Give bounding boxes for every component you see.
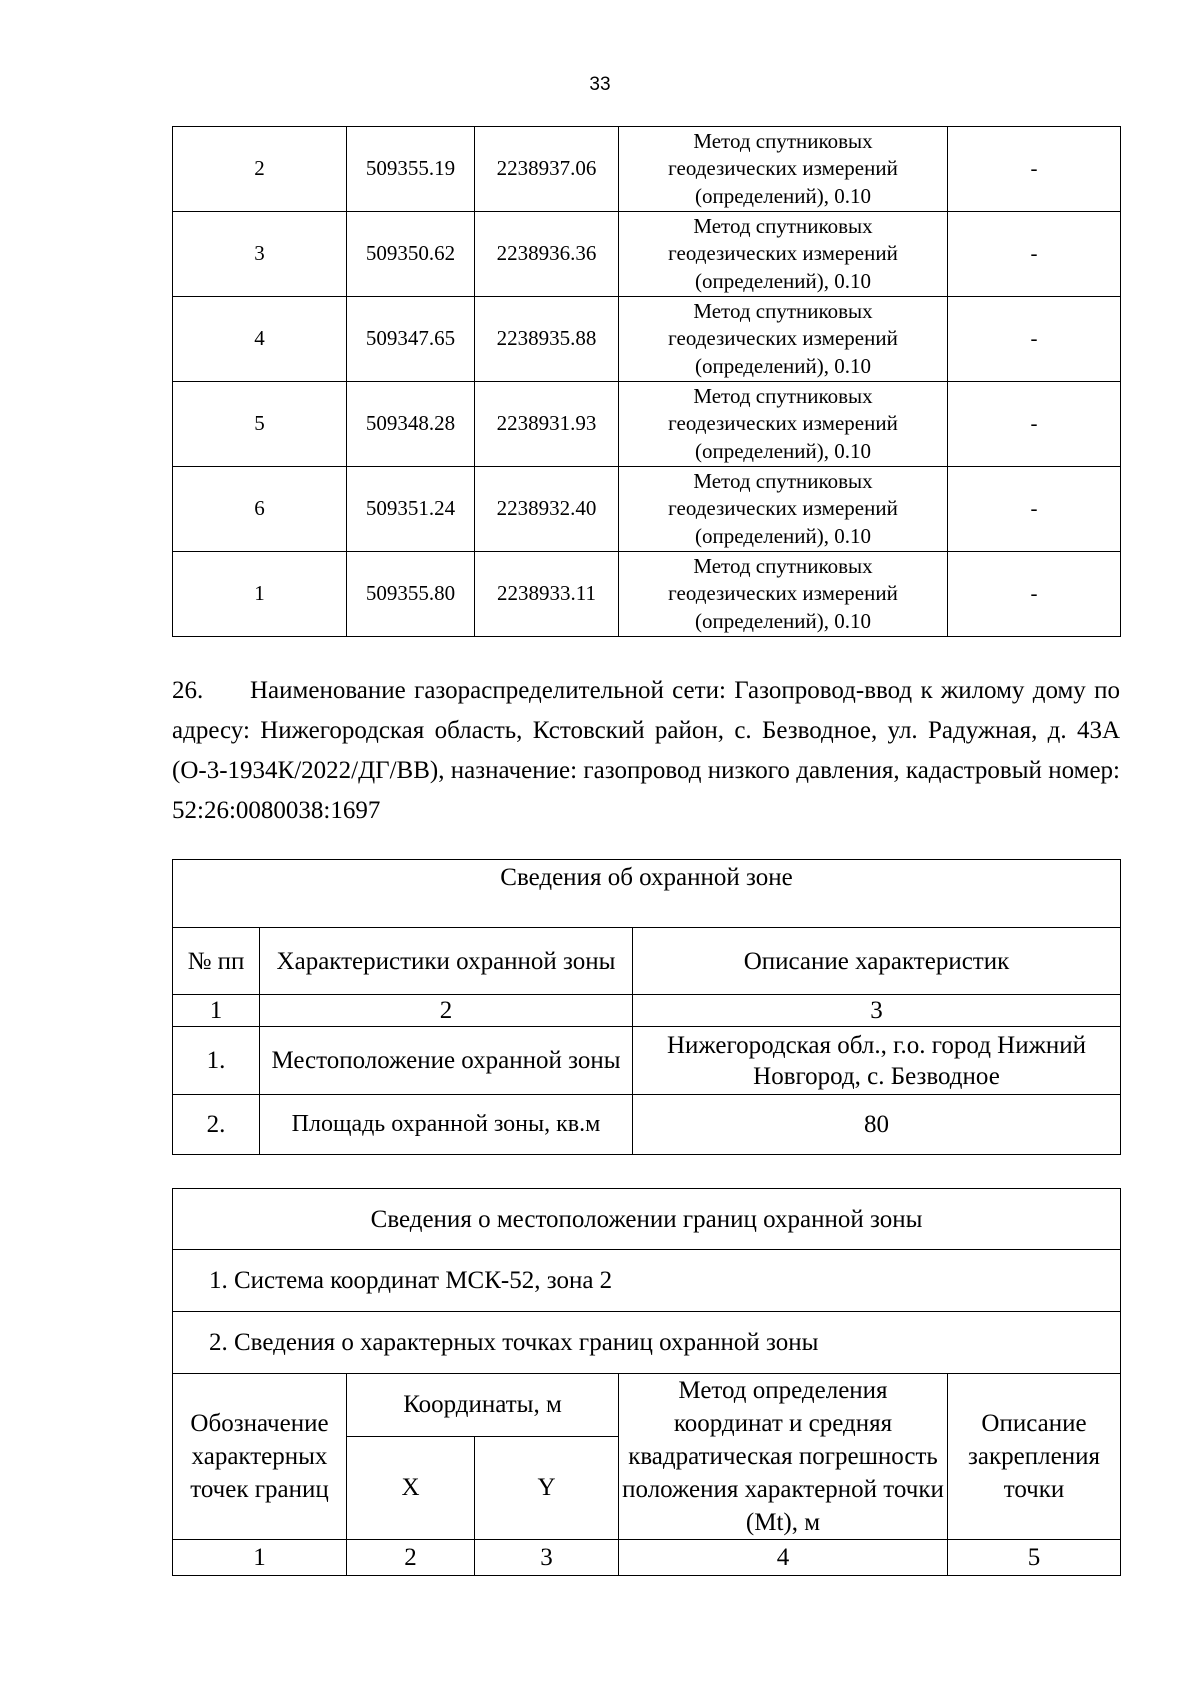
method-line: геодезических измерений bbox=[668, 326, 898, 351]
row-number: 1. bbox=[173, 1027, 260, 1095]
fixing-description: - bbox=[948, 212, 1121, 297]
header-description: Описание характеристик bbox=[633, 928, 1121, 995]
method-line: Метод спутниковых bbox=[693, 213, 873, 238]
point-label: 4 bbox=[173, 297, 347, 382]
protection-zone-table bbox=[172, 859, 1121, 1155]
point-label: 1 bbox=[173, 552, 347, 637]
zone-table-title: Сведения об охранной зоне bbox=[173, 860, 1121, 928]
point-label: 6 bbox=[173, 467, 347, 552]
method-line: (определений), 0.10 bbox=[694, 438, 872, 463]
column-index-cell: 2 bbox=[347, 1540, 475, 1576]
header-x: X bbox=[347, 1436, 475, 1539]
method-line: Метод спутниковых bbox=[693, 383, 873, 408]
column-index-cell: 1 bbox=[173, 1540, 347, 1576]
x-coordinate: 509355.19 bbox=[347, 127, 475, 212]
method-line: геодезических измерений bbox=[668, 581, 898, 606]
fixing-description: - bbox=[948, 552, 1121, 637]
zone-boundaries-table bbox=[172, 1188, 1121, 1576]
method-line: (определений), 0.10 bbox=[694, 353, 872, 378]
header-number: № пп bbox=[173, 928, 260, 995]
coordinate-system: 1. Система координат МСК-52, зона 2 bbox=[173, 1250, 1121, 1312]
method-line: геодезических измерений bbox=[668, 241, 898, 266]
method-line: (определений), 0.10 bbox=[694, 183, 872, 208]
point-label: 5 bbox=[173, 382, 347, 467]
table-row bbox=[173, 467, 1121, 552]
table-row bbox=[173, 382, 1121, 467]
column-index-cell: 1 bbox=[173, 995, 260, 1027]
row-characteristic: Площадь охранной зоны, кв.м bbox=[260, 1095, 633, 1155]
method-line: Метод спутниковых bbox=[693, 553, 873, 578]
column-index-cell: 3 bbox=[633, 995, 1121, 1027]
section-text: Наименование газораспределительной сети: Газопровод-ввод к жилому дому по адресу: Нижегородская область, Кстовский район, с. Безводное, ул. Радужная, д. 43А (О-3-1934К/2022/ДГ/ВВ), назначение: газопровод низкого давления, кадастровый номер: 52:26:0080038:1697 bbox=[172, 677, 1120, 824]
method-cell bbox=[619, 297, 948, 382]
header-coordinates: Координаты, м bbox=[347, 1374, 619, 1437]
header-y: Y bbox=[475, 1436, 619, 1539]
table-row bbox=[173, 1027, 1121, 1095]
y-coordinate: 2238935.88 bbox=[475, 297, 619, 382]
row-description: Нижегородская обл., г.о. город Нижний Новгород, с. Безводное bbox=[633, 1027, 1121, 1095]
method-line: (определений), 0.10 bbox=[694, 268, 872, 293]
points-heading: 2. Сведения о характерных точках границ охранной зоны bbox=[173, 1312, 1121, 1374]
table-row bbox=[173, 212, 1121, 297]
fixing-description: - bbox=[948, 127, 1121, 212]
fixing-description: - bbox=[948, 382, 1121, 467]
section-26-paragraph bbox=[172, 671, 1120, 831]
header-characteristics: Характеристики охранной зоны bbox=[260, 928, 633, 995]
method-cell bbox=[619, 127, 948, 212]
y-coordinate: 2238933.11 bbox=[475, 552, 619, 637]
point-label: 2 bbox=[173, 127, 347, 212]
table-row bbox=[173, 127, 1121, 212]
method-line: Метод спутниковых bbox=[693, 468, 873, 493]
column-index-cell: 3 bbox=[475, 1540, 619, 1576]
column-index-cell: 2 bbox=[260, 995, 633, 1027]
header-point-designation: Обозначение характерных точек границ bbox=[173, 1374, 347, 1540]
column-index-cell: 4 bbox=[619, 1540, 948, 1576]
header-method: Метод определения координат и средняя квадратическая погрешность положения характерной точки (Mt), м bbox=[619, 1374, 948, 1540]
column-index-cell: 5 bbox=[948, 1540, 1121, 1576]
y-coordinate: 2238937.06 bbox=[475, 127, 619, 212]
table-row bbox=[173, 297, 1121, 382]
table-row bbox=[173, 1095, 1121, 1155]
method-cell bbox=[619, 212, 948, 297]
method-line: геодезических измерений bbox=[668, 411, 898, 436]
point-label: 3 bbox=[173, 212, 347, 297]
fixing-description: - bbox=[948, 297, 1121, 382]
coordinates-table bbox=[172, 126, 1121, 637]
x-coordinate: 509347.65 bbox=[347, 297, 475, 382]
y-coordinate: 2238936.36 bbox=[475, 212, 619, 297]
row-description: 80 bbox=[633, 1095, 1121, 1155]
method-line: Метод спутниковых bbox=[693, 128, 873, 153]
header-fixing-description: Описание закрепления точки bbox=[948, 1374, 1121, 1540]
x-coordinate: 509348.28 bbox=[347, 382, 475, 467]
method-line: геодезических измерений bbox=[668, 496, 898, 521]
method-line: (определений), 0.10 bbox=[694, 608, 872, 633]
row-number: 2. bbox=[173, 1095, 260, 1155]
x-coordinate: 509351.24 bbox=[347, 467, 475, 552]
table-row bbox=[173, 552, 1121, 637]
x-coordinate: 509350.62 bbox=[347, 212, 475, 297]
method-line: (определений), 0.10 bbox=[694, 523, 872, 548]
method-cell bbox=[619, 467, 948, 552]
page-number: 33 bbox=[589, 74, 611, 95]
row-characteristic: Местоположение охранной зоны bbox=[260, 1027, 633, 1095]
coordinates-table-body bbox=[173, 127, 1121, 637]
method-line: Метод спутниковых bbox=[693, 298, 873, 323]
y-coordinate: 2238932.40 bbox=[475, 467, 619, 552]
method-cell bbox=[619, 552, 948, 637]
bounds-table-title: Сведения о местоположении границ охранной зоны bbox=[173, 1189, 1121, 1250]
method-cell bbox=[619, 382, 948, 467]
section-number: 26. bbox=[172, 677, 204, 704]
x-coordinate: 509355.80 bbox=[347, 552, 475, 637]
y-coordinate: 2238931.93 bbox=[475, 382, 619, 467]
fixing-description: - bbox=[948, 467, 1121, 552]
method-line: геодезических измерений bbox=[668, 156, 898, 181]
